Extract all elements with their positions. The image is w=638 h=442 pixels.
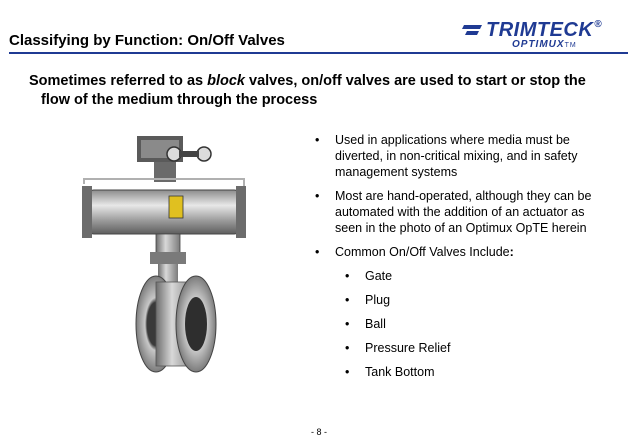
intro-paragraph: Sometimes referred to as block valves, on/off valves are used to start or stop the flow of the medium through the process [29,72,619,110]
logo-sub-brand-text: OPTIMUX [512,39,565,50]
bullet-list [307,132,607,380]
intro-emphasis: block [207,73,245,89]
title-divider [9,52,628,54]
list-item-common-valves: • Common On/Off Valves Include: [315,245,514,259]
sub-list-item: • Plug [345,293,391,307]
valve-with-actuator-photo [74,124,254,394]
sub-list-item: • Tank Bottom [345,365,435,379]
sub-list-item: • Pressure Relief [345,341,451,355]
sub-list-item: • Gate [345,269,393,283]
intro-line-2: flow of the medium through the process [41,92,318,108]
logo-brand-text: TRIMTECK [486,19,594,41]
list-item: • Most are hand-operated, although they can be automated with the addition of an actuator as seen in the photo of an Optimux OpTE herein [315,189,592,235]
slide-title: Classifying by Function: On/Off Valves [9,32,285,49]
trimteck-logo [462,19,622,51]
page-number: - 8 - [310,427,327,437]
registered-mark: ® [594,19,603,30]
trimteck-swoosh-icon [462,23,484,37]
trademark-mark: TM [564,42,577,49]
list-item: • Used in applications where media must be diverted, in non-critical mixing, and in safety management systems [315,133,578,179]
sub-list-item: • Ball [345,317,386,331]
